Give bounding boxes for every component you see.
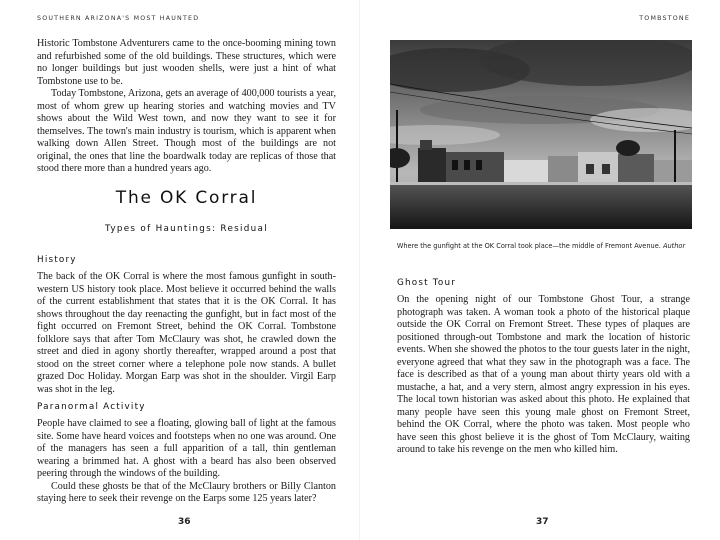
building-1-top — [420, 140, 432, 150]
intro-text — [37, 38, 336, 176]
building-6 — [618, 154, 654, 184]
chapter-title: The OK Corral — [115, 188, 258, 208]
window-1 — [452, 160, 458, 170]
building-4 — [548, 156, 578, 184]
caption-credit: Author — [662, 242, 686, 250]
intro-paragraph-1: Historic Tombstone Adventurers came to the once-booming mining town and refurbished some of the old buildings. These structures, which were no longer buildings but just wooden shells, were just a hint of what Tombstone use to be. — [37, 38, 336, 87]
street-photo-image — [390, 40, 692, 229]
window-5 — [602, 164, 610, 174]
photo-caption — [390, 241, 692, 251]
running-head-right: TOMBSTONE — [639, 15, 690, 22]
paranormal-section — [37, 402, 336, 506]
pole-2 — [674, 130, 676, 186]
history-paragraph: The back of the OK Corral is where the most famous gunfight in south-western US history took place. Most believe it occurred behind the walls of the current establishment that states that it is the OK Corral. It has shows throughout the day reenacting the gunfight, but in fact most of the fight occurred on Fremont Street, behind the OK Corral. Tombstone folklore says that after Tom McClaury was shot, he crawled down the street and died in agony shortly thereafter, wrapped around a post that stood on the street corner where a telephone pole now stands. A bullet grazed Doc Holiday. Morgan Earp was shot in the shoulder. Virgil Earp was shot in the leg. — [37, 271, 336, 395]
building-3 — [504, 160, 548, 184]
running-head-left: SOUTHERN ARIZONA'S MOST HAUNTED — [37, 15, 200, 22]
window-3 — [476, 160, 482, 170]
hauntings-type-label: Types of Hauntings: Residual — [105, 224, 268, 234]
ghost-tour-paragraph: On the opening night of our Tombstone Ghost Tour, a strange photograph was taken. A woman took a photo of the historical plaque outside the OK Corral on Fremont Street. These types of plaques are positioned through-out Tombstone and mark the location of historic events. When she showed the photos to the tour guests later in the night, everyone agreed that what they saw in the photograph was a face. The face is described as that of a young man about thirty years old with a mustache, a hat, and a very stern, almost angry expression in his eyes. The local town historian was asked about this photo. He explained that many people have seen this young male ghost on Fremont Street, behind the OK Corral, where the photo was taken. Most people who have seen this ghost believe it is the ghost of Tom McClaury, waiting around to take his revenge on the men who killed him. — [397, 294, 690, 455]
paranormal-heading: Paranormal Activity — [37, 402, 146, 412]
caption-text: Where the gunfight at the OK Corral took place—the middle of Fremont Avenue. — [396, 242, 661, 250]
sidewalk — [390, 182, 692, 185]
ghost-tour-section — [397, 278, 690, 457]
page-number-right: 37 — [536, 517, 549, 527]
intro-paragraph-2: Today Tombstone, Arizona, gets an average of 400,000 tourists a year, most of whom grew up hearing stories and watching movies and TV shows about the Wild West town, and now they want to see it for themselves. The town's main industry is tourism, which is apparent when walking down Allen Street. Though most of the buildings are not original, the ones that line the boardwalk today are replicas of those that stood there more than a hundred years ago. — [37, 88, 336, 174]
window-4 — [586, 164, 594, 174]
tree-1 — [616, 140, 640, 156]
ghost-tour-heading: Ghost Tour — [397, 278, 457, 288]
paranormal-paragraph-2: Could these ghosts be that of the McClaury brothers or Billy Clanton staying here to seek their revenge on the Earps some 125 years later? — [37, 480, 336, 504]
window-2 — [464, 160, 470, 170]
page-number-left: 36 — [178, 517, 191, 527]
history-section — [37, 255, 336, 396]
building-7 — [654, 160, 692, 184]
street-photo — [390, 40, 692, 229]
road — [390, 184, 692, 229]
paranormal-paragraph-1: People have claimed to see a floating, glowing ball of light at the famous site. Some have heard voices and footsteps when no one was around. One of the managers has seen a full apparition of a tall, thin gentleman wearing a brimmed hat. A ghost with a beard has also been observed peering through the windows of the building. — [37, 418, 336, 479]
building-5 — [578, 152, 618, 184]
building-1 — [418, 148, 446, 184]
right-page — [360, 0, 720, 540]
history-heading: History — [37, 255, 77, 265]
